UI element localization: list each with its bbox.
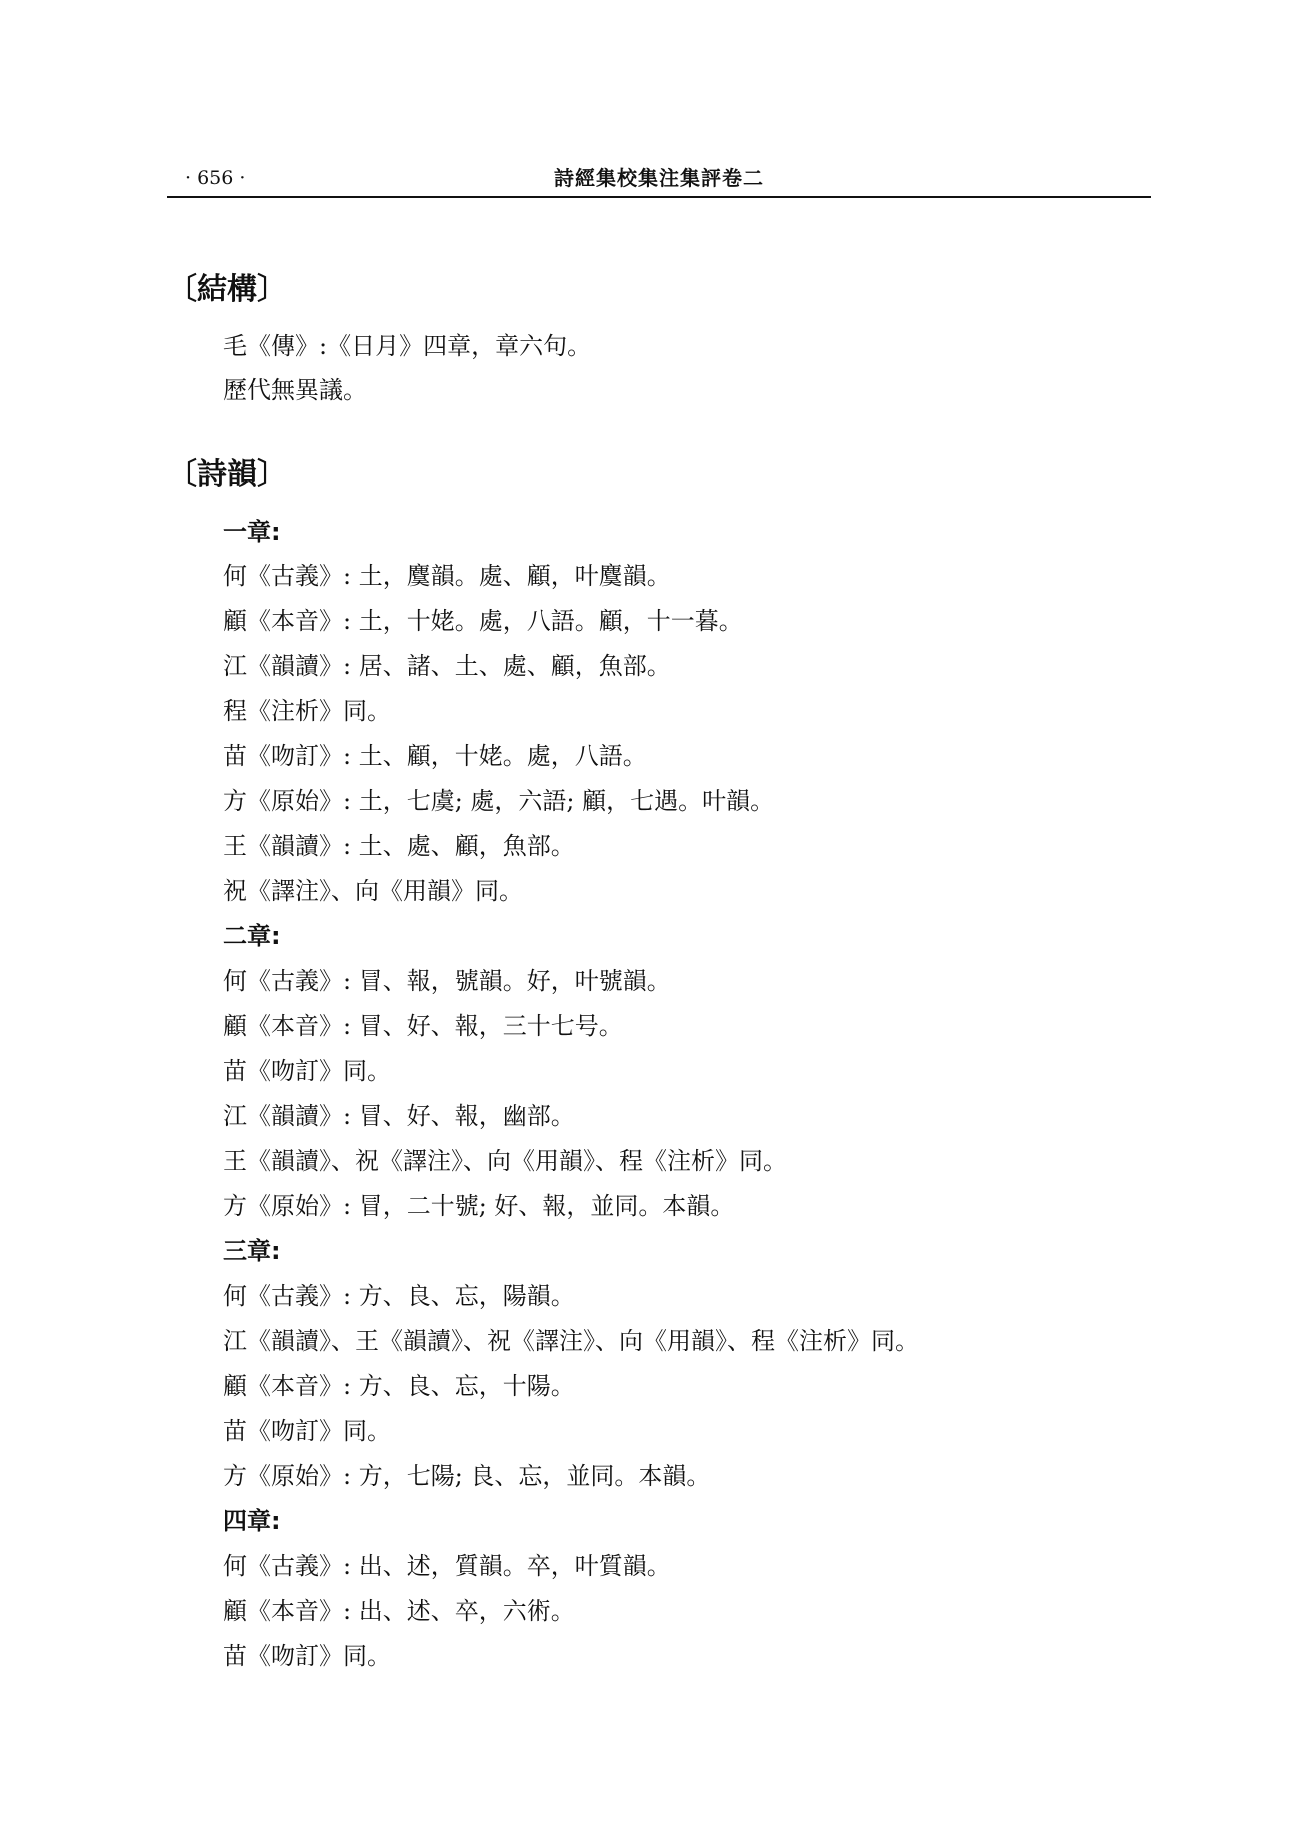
text-line: 顧《本音》: 冒、好、報，三十七号。 [223,1012,623,1040]
text-line: 何《古義》: 土，麌韻。處、顧，叶麌韻。 [223,562,671,590]
section-heading-structure: 〔結構〕 [167,272,287,307]
chapter-title: 一章: [223,518,281,546]
page-header [167,164,1151,196]
text-line: 苗《吻訂》同。 [223,1417,391,1445]
text-line: 何《古義》: 冒、報，號韻。好，叶號韻。 [223,967,671,995]
chapter-title: 二章: [223,922,281,950]
text-line: 方《原始》: 方，七陽; 良、忘，並同。本韻。 [223,1462,711,1490]
header-rule [167,196,1151,198]
text-line: 顧《本音》: 出、述、卒，六術。 [223,1597,575,1625]
text-line: 苗《吻訂》: 土、顧，十姥。處，八語。 [223,742,647,770]
text-line: 方《原始》: 土，七虞; 處，六語; 顧，七遇。叶韻。 [223,787,775,815]
text-line: 王《韻讀》: 土、處、顧，魚部。 [223,832,575,860]
section-heading-rhyme: 〔詩韻〕 [167,457,287,492]
chapter-title: 三章: [223,1237,281,1265]
text-line: 顧《本音》: 土，十姥。處，八語。顧，十一暮。 [223,607,743,635]
text-line: 江《韻讀》: 居、諸、土、處、顧，魚部。 [223,652,671,680]
text-line: 祝《譯注》、向《用韻》同。 [223,877,523,905]
text-line: 江《韻讀》、王《韻讀》、祝《譯注》、向《用韻》、程《注析》同。 [223,1327,919,1355]
chapter-title: 四章: [223,1507,281,1535]
text-line: 江《韻讀》: 冒、好、報，幽部。 [223,1102,575,1130]
text-line: 方《原始》: 冒，二十號; 好、報，並同。本韻。 [223,1192,735,1220]
text-line: 何《古義》: 方、良、忘，陽韻。 [223,1282,575,1310]
text-line: 毛《傳》:《日月》四章，章六句。 [223,332,592,360]
running-title: 詩經集校集注集評卷二 [554,166,764,190]
page-number: · 656 · [185,167,246,189]
text-line: 何《古義》: 出、述，質韻。卒，叶質韻。 [223,1552,671,1580]
text-line: 歷代無異議。 [223,376,367,404]
text-line: 王《韻讀》、祝《譯注》、向《用韻》、程《注析》同。 [223,1147,787,1175]
text-line: 顧《本音》: 方、良、忘，十陽。 [223,1372,575,1400]
text-line: 苗《吻訂》同。 [223,1642,391,1670]
text-line: 苗《吻訂》同。 [223,1057,391,1085]
text-line: 程《注析》同。 [223,697,391,725]
